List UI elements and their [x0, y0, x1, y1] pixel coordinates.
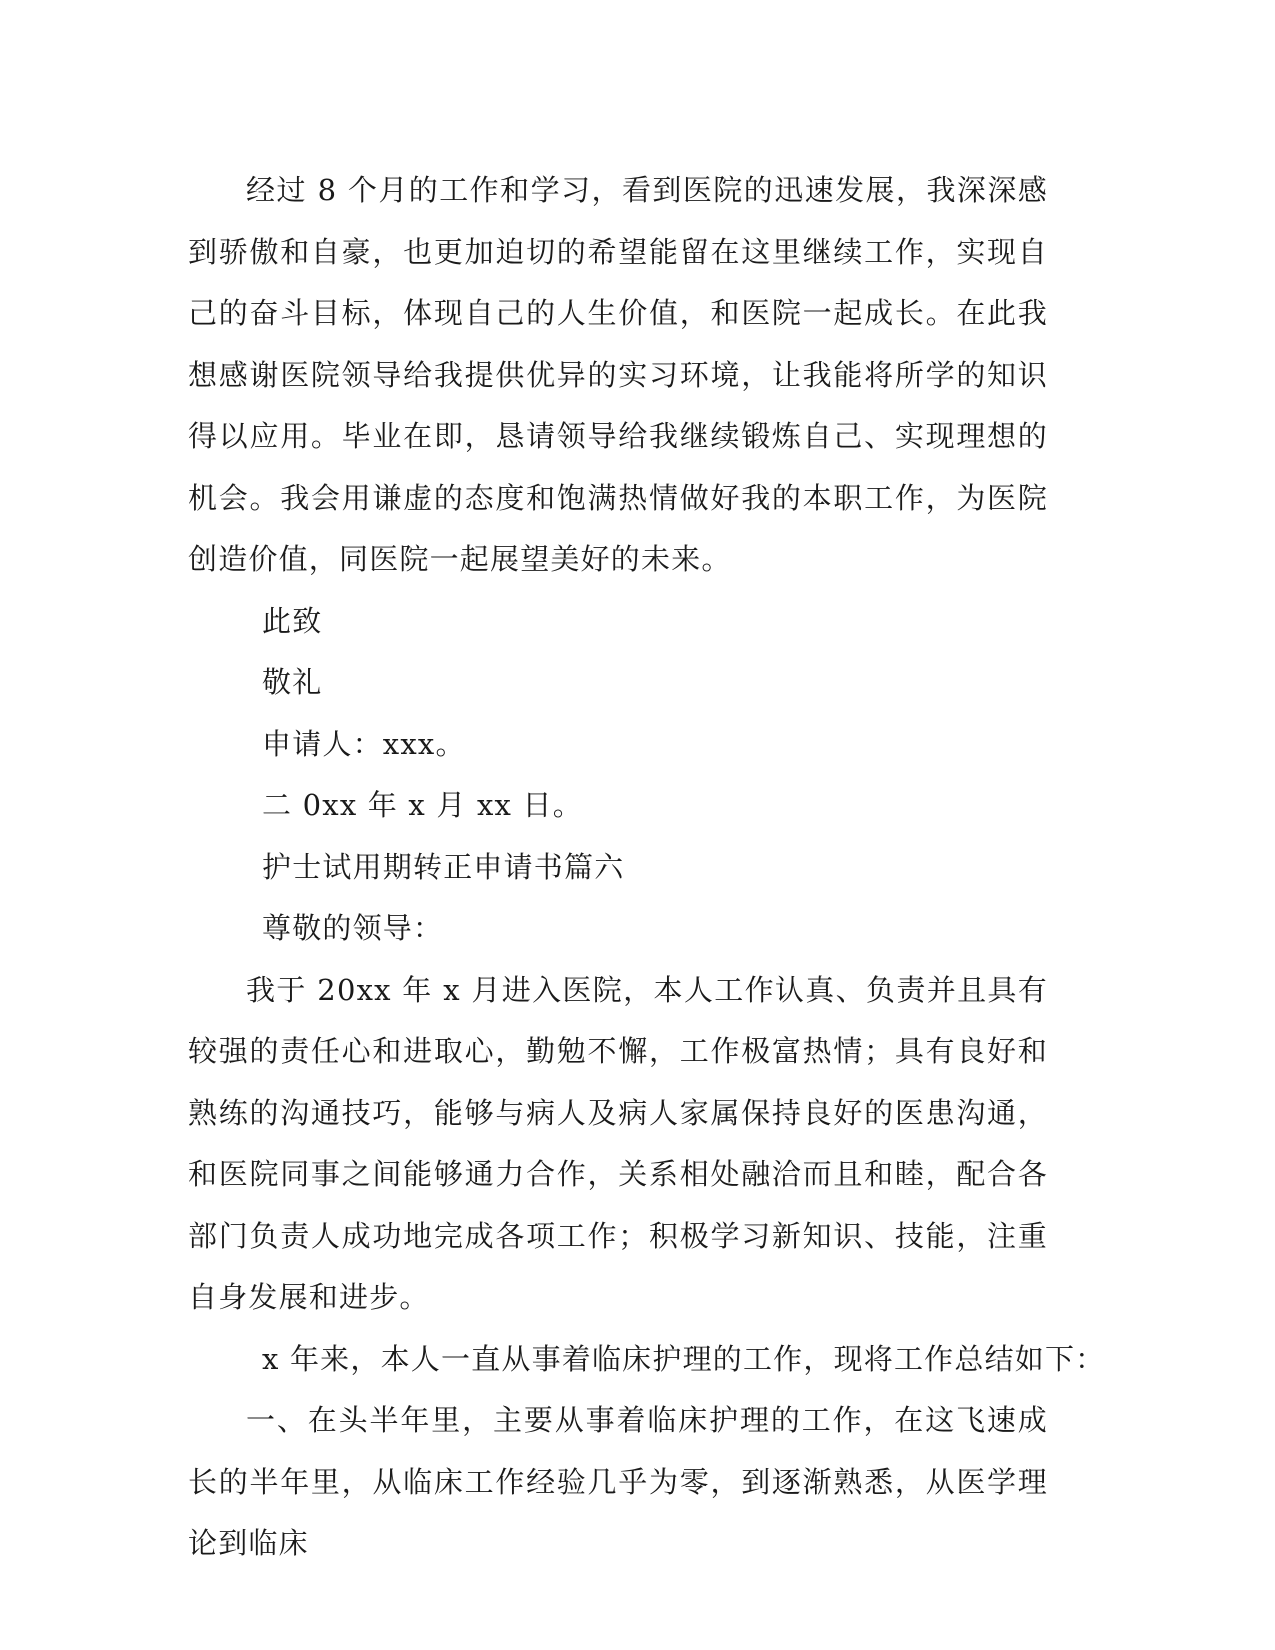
salutation-jingli: 敬礼: [262, 665, 323, 699]
paragraph-summary-intro: x 年来，本人一直从事着临床护理的工作，现将工作总结如下：: [262, 1341, 1106, 1376]
date-line: 二 0xx 年 x 月 xx 日。: [262, 788, 583, 822]
paragraph-closing-statement: 经过 8 个月的工作和学习，看到医院的迅速发展，我深深感到骄傲和自豪，也更加迫切的希望能留在这里继续工作，实现自己的奋斗目标，体现自己的人生价值，和医院一起成长。在此我想感谢医院领导给我提供优异的实习环境，让我能将所学的知识得以应用。毕业在即，恳请领导给我继续锻炼自己、实现理想的机会。我会用谦虚的态度和饱满热情做好我的本职工作，为医院创造价值，同医院一起展望美好的未来。: [188, 173, 1048, 576]
section-title: 护士试用期转正申请书篇六: [262, 849, 625, 884]
applicant-line: 申请人：xxx。: [262, 726, 466, 761]
salutation-cizhi: 此致: [262, 603, 323, 638]
greeting-line: 尊敬的领导：: [262, 911, 444, 945]
document-body: [188, 160, 1106, 1575]
paragraph-first-half-year: 一、在头半年里，主要从事着临床护理的工作，在这飞速成长的半年里，从临床工作经验几乎为零，到逐渐熟悉，从医学理论到临床: [188, 1403, 1048, 1560]
paragraph-introduction: 我于 20xx 年 x 月进入医院，本人工作认真、负责并且具有较强的责任心和进取心，勤勉不懈，工作极富热情；具有良好和熟练的沟通技巧，能够与病人及病人家属保持良好的医患沟通，和医院同事之间能够通力合作，关系相处融洽而且和睦，配合各部门负责人成功地完成各项工作；积极学习新知识、技能，注重自身发展和进步。: [188, 972, 1048, 1314]
